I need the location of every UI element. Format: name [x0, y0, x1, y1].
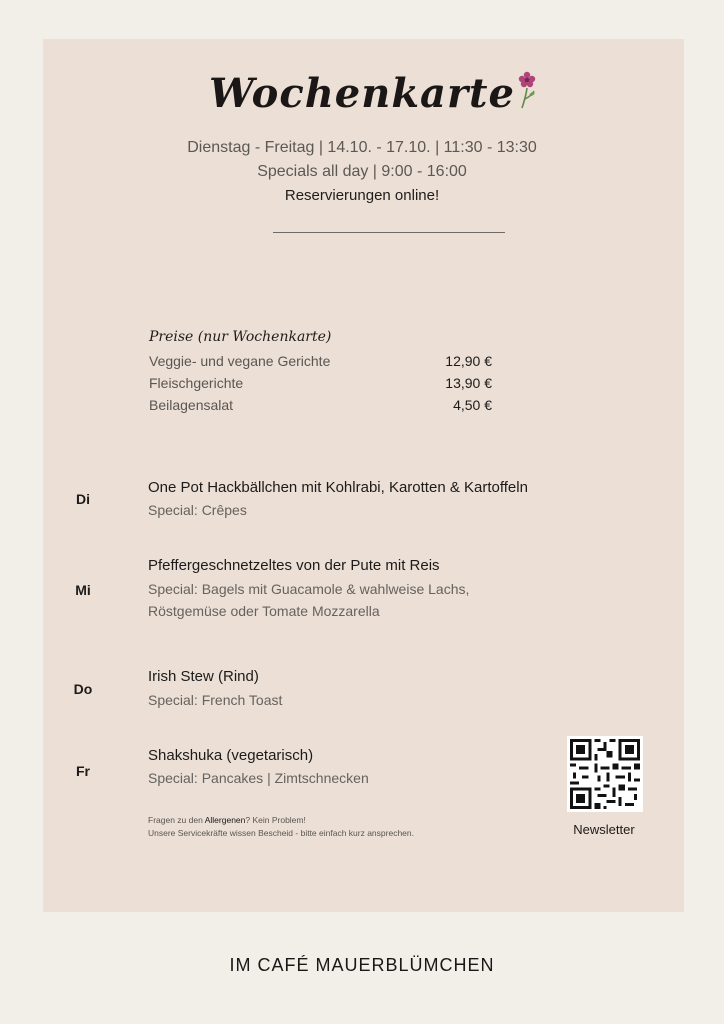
dish-fr: Shakshuka (vegetarisch) — [148, 747, 314, 764]
dish-do: Irish Stew (Rind) — [148, 668, 259, 685]
day-label-mi: Mi — [75, 582, 91, 598]
price-value: 13,90 € — [445, 375, 492, 391]
divider — [273, 232, 505, 233]
price-label: Beilagensalat — [149, 397, 234, 413]
hours-line: Dienstag - Freitag | 14.10. - 17.10. | 11:30 - 13:30 — [187, 139, 537, 156]
special-do: Special: French Toast — [148, 692, 283, 708]
newsletter-label: Newsletter — [573, 822, 635, 837]
allergen-suffix: ? Kein Problem! — [245, 815, 306, 825]
day-label-di: Di — [76, 491, 90, 507]
special-di: Special: Crêpes — [148, 502, 247, 518]
price-value: 4,50 € — [453, 397, 492, 413]
allergen-prefix: Fragen zu den — [148, 815, 203, 825]
reservations-link[interactable]: Reservierungen online! — [284, 187, 440, 204]
footer-cafe-name: IM CAFÉ MAUERBLÜMCHEN — [229, 955, 495, 975]
special-fr: Special: Pancakes | Zimtschnecken — [148, 770, 369, 786]
prices-heading: Preise (nur Wochenkarte) — [149, 329, 332, 345]
price-row — [149, 353, 492, 369]
special-mi-line1: Special: Bagels mit Guacamole & wahlweise Lachs, — [148, 581, 470, 597]
price-label: Fleischgerichte — [149, 375, 244, 391]
day-label-fr: Fr — [76, 763, 90, 779]
dish-di: One Pot Hackbällchen mit Kohlrabi, Karotten & Kartoffeln — [148, 479, 528, 496]
dish-mi: Pfeffergeschnetzeltes von der Pute mit Reis — [148, 557, 440, 574]
price-row — [149, 375, 492, 391]
specials-line: Specials all day | 9:00 - 16:00 — [257, 163, 467, 180]
page-title: Wochenkarte — [209, 70, 515, 117]
price-row — [149, 397, 492, 413]
allergen-note-line2: Unsere Servicekräfte wissen Bescheid - bitte einfach kurz ansprechen. — [148, 828, 414, 838]
special-mi-line2: Röstgemüse oder Tomate Mozzarella — [148, 603, 380, 619]
qr-code-icon[interactable] — [567, 736, 643, 812]
allergen-note — [148, 815, 306, 825]
day-label-do: Do — [73, 681, 93, 697]
price-label: Veggie- und vegane Gerichte — [149, 353, 331, 369]
flower-icon — [514, 70, 538, 110]
allergen-highlight: Allergenen — [204, 815, 246, 825]
price-value: 12,90 € — [445, 353, 492, 369]
